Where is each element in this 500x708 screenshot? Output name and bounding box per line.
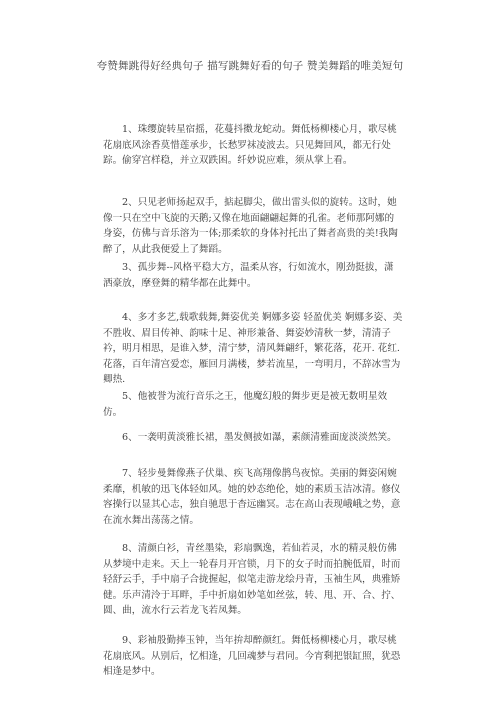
paragraph-6: 6、一袭明黄淡雅长裙，墨发侧披如瀑，素颜清雅面庞淡淡然笑。 <box>122 432 397 443</box>
article-title: 夸赞舞跳得好经典句子 描写跳舞好看的句子 赞美舞蹈的唯美短句 <box>96 60 404 72</box>
paragraph-3: 3、孤步舞--风格平稳大方，温柔从容，行如流水，刚劲挺拔，潇洒豪放，摩登舞的精华都在此舞中。 <box>103 262 394 289</box>
paragraph-9: 9、彩袖殷勤捧玉钟，当年拚却醉颜红。舞低杨柳楼心月，歌尽桃花扇底风。从别后，忆相逢，几回魂梦与君同。今宵剩把银缸照，犹恐相逢是梦中。 <box>103 635 401 678</box>
paragraph-2: 2、只见老师扬起双手，掂起脚尖，做出雷头似的旋转。这时，她像一只在空中飞旋的天鹅;又像在地面翩翩起舞的孔雀。老师那阿娜的身姿，仿佛与音乐溶为一体;那柔软的身体衬托出了舞者高贵的美!我陶醉了，从此我便爱上了舞蹈。 <box>103 197 398 255</box>
paragraph-5: 5、他被誉为流行音乐之王，他魔幻般的舞步更是被无数明星效仿。 <box>103 391 388 418</box>
paragraph-7: 7、轻步曼舞像燕子伏巢、疾飞高翔像鹊鸟夜惊。美丽的舞姿闲婉柔靡，机敏的迅飞体轻如风。她的妙态绝伦，她的素质玉洁冰清。修仪容操行以显其心志，独自驰思于杳远幽冥。志在高山表现峨峨之势，意在流水舞出荡荡之情。 <box>103 468 401 526</box>
paragraph-8: 8、清颜白衫，青丝墨染，彩扇飘逸，若仙若灵，水的精灵般仿佛从梦境中走来。天上一轮春月开宫锁，月下的女子时而拍腕低眉，时而轻舒云手，手中扇子合拢握起，似笔走游龙绘丹青，玉袖生风，典雅矫健。乐声清泠于耳畔，手中折扇如妙笔如丝弦，转、甩、开、合、拧、圆、曲，流水行云若龙飞若凤舞。 <box>103 543 401 617</box>
paragraph-1: 1、珠缨旋转星宿摇，花蔓抖擞龙蛇动。舞低杨柳楼心月，歌尽桃花扇底风涂香莫惜莲承步，长愁罗袜凌波去。只见舞回风，都无行处踪。偷穿宫样稳，并立双跌困。纤妙说应难，须从掌上看。 <box>103 124 397 167</box>
paragraph-4: 4、多才多艺,载歌载舞,舞姿优美 婀娜多姿 轻盈优美 婀娜多姿、美不胜收、眉目传神、韵味十足、神形兼备、舞姿妙清秋一梦，清清子衿，明月相思，是谁入梦，清宁梦，清风舞翩纤，繁花落，花开. 花红. 花落，百年清宫爱恋，雁回月满楼，梦若流星，一弯明月，不辞冰雪为卿热. <box>103 312 403 386</box>
